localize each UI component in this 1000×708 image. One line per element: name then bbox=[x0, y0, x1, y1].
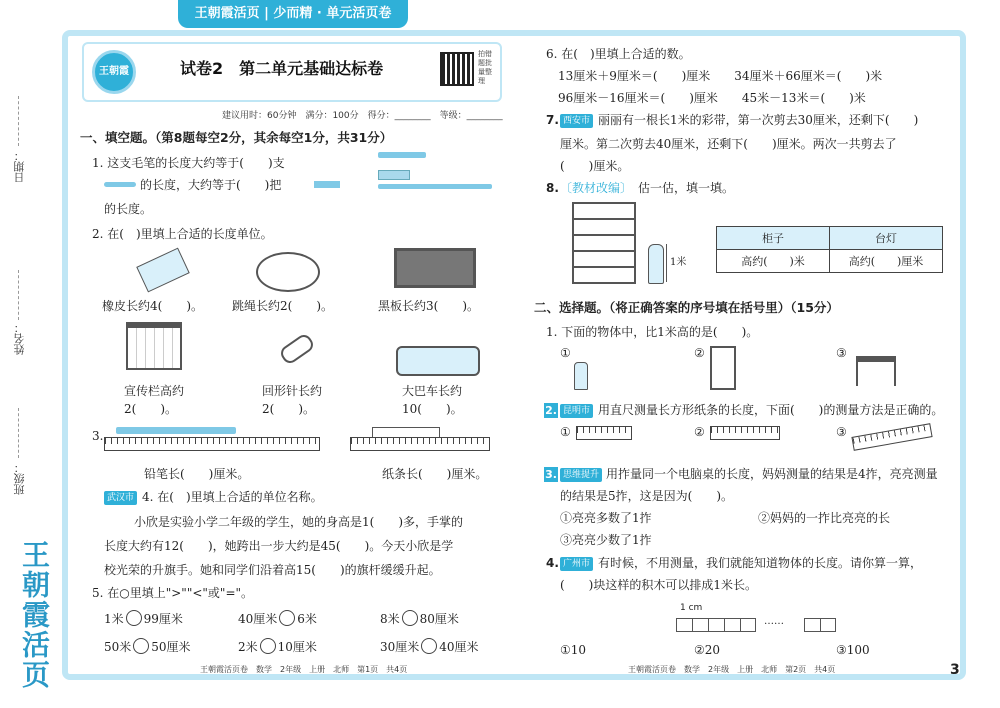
q8-scale-label: 1米 bbox=[670, 257, 687, 268]
cabinet-icon bbox=[572, 202, 636, 284]
q7-line3: ( )厘米。 bbox=[560, 159, 630, 173]
q2-item-clip-blank[interactable]: 2( )。 bbox=[262, 402, 315, 416]
name-dash bbox=[18, 270, 19, 320]
q8-num: 8. bbox=[546, 181, 559, 195]
s2-opt2[interactable]: ② bbox=[694, 425, 705, 439]
q5-r1c3: 8米 80厘米 bbox=[380, 612, 459, 626]
ruler-picture bbox=[378, 170, 410, 180]
q4-line2: 长度大约有12( )，她跨出一步大约是45( )。今天小欣是学 bbox=[104, 539, 454, 553]
q7-line1: 丽丽有一根长1米的彩带，第一次剪去30厘米，还剩下( ) bbox=[598, 113, 919, 127]
jump-rope-icon bbox=[256, 252, 320, 292]
s3-line2: 的结果是5拃，这是因为( )。 bbox=[560, 489, 733, 503]
s4-line1: 有时候，不用测量，我们就能知道物体的长度。请你算一算， bbox=[598, 556, 923, 570]
class-label: 班级： bbox=[13, 462, 26, 495]
q7-line2: 厘米。第二次剪去40厘米，还剩下( )厘米。两次一共剪去了 bbox=[560, 137, 897, 151]
logo-badge: 王朝霞 bbox=[92, 50, 136, 94]
qr-code-icon[interactable] bbox=[440, 52, 474, 86]
s2-ruler2 bbox=[710, 426, 780, 440]
pencil-icon bbox=[116, 427, 236, 434]
date-dash bbox=[18, 96, 19, 146]
estimate-table bbox=[716, 226, 943, 273]
s3-opt1[interactable]: ①亮亮多数了1拃 bbox=[560, 511, 652, 525]
q4-line1: 小欣是实验小学二年级的学生，她的身高是1( )多，手掌的 bbox=[134, 515, 464, 529]
s4-opt2[interactable]: ②20 bbox=[694, 643, 721, 657]
bottle-icon bbox=[574, 362, 588, 390]
name-label: 姓名： bbox=[13, 322, 26, 355]
q5-r2c2: 2米 10厘米 bbox=[238, 640, 317, 654]
q2-item-clip: 回形针长约 bbox=[262, 384, 323, 398]
page-number: 3 bbox=[950, 662, 960, 678]
compare-circle[interactable] bbox=[279, 610, 295, 626]
q3-pencil: 铅笔长( )厘米。 bbox=[144, 467, 250, 481]
class-dash bbox=[18, 408, 19, 458]
door-icon bbox=[710, 346, 736, 390]
s4-ellipsis: …… bbox=[764, 616, 784, 627]
q6-line1: 13厘米＋9厘米＝( )厘米 34厘米＋66厘米＝( )米 bbox=[558, 69, 883, 83]
q4-line3: 校光荣的升旗手。她和同学们沿着高15( )的旗杆缓缓升起。 bbox=[104, 563, 441, 577]
compare-circle[interactable] bbox=[260, 638, 276, 654]
s1-opt1[interactable]: ① bbox=[560, 346, 571, 360]
q2-text: 2. 在( )里填上合适的长度单位。 bbox=[92, 227, 273, 241]
footer-left: 王朝霞活页卷 数学 2年级 上册 北师 第1页 共4页 bbox=[200, 665, 408, 674]
q7-tag-xian: 西安市 bbox=[560, 114, 593, 128]
pen-picture bbox=[378, 152, 426, 158]
s2-opt3[interactable]: ③ bbox=[836, 425, 847, 439]
s2-ruler1 bbox=[576, 426, 632, 440]
q7-num: 7. bbox=[546, 113, 559, 127]
s3-tag: 思维提升 bbox=[560, 468, 602, 482]
qr-caption: 拍错题批量整理 bbox=[478, 50, 492, 85]
s1-text: 1. 下面的物体中，比1米高的是( )。 bbox=[546, 325, 759, 339]
q1-line3: 的长度。 bbox=[104, 202, 153, 216]
ruler-small-icon bbox=[314, 181, 340, 188]
table-header-lamp: 台灯 bbox=[830, 227, 943, 250]
s4-opt3[interactable]: ③100 bbox=[836, 643, 870, 657]
brush-picture bbox=[378, 184, 492, 189]
q3-num: 3. bbox=[92, 429, 104, 443]
q8-tag: 〔教材改编〕 bbox=[560, 181, 633, 195]
ruler-left bbox=[104, 437, 320, 451]
s2-tag-kunming: 昆明市 bbox=[560, 404, 593, 418]
q6-line2: 96厘米－16厘米＝( )厘米 45米－13米＝( )米 bbox=[558, 91, 866, 105]
q8-text: 估一估，填一填。 bbox=[638, 181, 735, 195]
s3-opt3[interactable]: ③亮亮少数了1拃 bbox=[560, 533, 652, 547]
s4-opt1[interactable]: ①10 bbox=[560, 643, 587, 657]
blackboard-icon bbox=[394, 248, 476, 288]
girl-icon bbox=[648, 244, 664, 284]
top-banner: 王朝霞活页 | 少而精 · 单元活页卷 bbox=[178, 0, 408, 28]
q5-text: 5. 在○里填上">""<"或"="。 bbox=[92, 586, 254, 600]
bus-icon bbox=[396, 346, 480, 376]
footer-right: 王朝霞活页卷 数学 2年级 上册 北师 第2页 共4页 bbox=[628, 665, 836, 674]
q2-item-bus: 大巴车长约 bbox=[402, 384, 463, 398]
s4-tag-guangzhou: 广州市 bbox=[560, 557, 593, 571]
compare-circle[interactable] bbox=[402, 610, 418, 626]
s2-opt1[interactable]: ① bbox=[560, 425, 571, 439]
exam-meta: 建议用时：60分钟 满分：100分 得分：________ 等级：________ bbox=[222, 111, 503, 121]
compare-circle[interactable] bbox=[133, 638, 149, 654]
s2-num: 2. bbox=[545, 404, 557, 417]
pen-icon bbox=[104, 182, 136, 187]
q1-line1: 1. 这支毛笔的长度大约等于( )支 bbox=[92, 156, 285, 170]
s4-line2: ( )块这样的积木可以排成1米长。 bbox=[560, 578, 757, 592]
section1-heading: 一、填空题。（第8题每空2分，其余每空1分，共31分） bbox=[80, 130, 393, 145]
exam-header bbox=[82, 42, 502, 102]
exam-title: 试卷2 第二单元基础达标卷 bbox=[180, 59, 384, 78]
s2-text: 用直尺测量长方形纸条的长度，下面( )的测量方法是正确的。 bbox=[598, 403, 944, 417]
compare-circle[interactable] bbox=[421, 638, 437, 654]
table-header-cabinet: 柜子 bbox=[717, 227, 830, 250]
q6-text: 6. 在( )里填上合适的数。 bbox=[546, 47, 691, 61]
q3-paper: 纸条长( )厘米。 bbox=[382, 467, 488, 481]
blocks-left-icon bbox=[676, 618, 756, 632]
q4-text: 4. 在( )里填上合适的单位名称。 bbox=[142, 490, 323, 504]
q2-item-bulletin: 宣传栏高约 bbox=[124, 384, 185, 398]
q5-r1c2: 40厘米 6米 bbox=[238, 612, 317, 626]
q5-r2c1: 50米 50厘米 bbox=[104, 640, 191, 654]
stool-icon bbox=[856, 356, 896, 386]
s3-num: 3. bbox=[545, 468, 557, 481]
q2-item-board: 黑板长约3( )。 bbox=[378, 299, 479, 313]
q5-r2c3: 30厘米 40厘米 bbox=[380, 640, 479, 654]
q5-r1c1: 1米 99厘米 bbox=[104, 612, 183, 626]
s4-cm-label: 1 cm bbox=[680, 603, 703, 613]
q2-item-eraser: 橡皮长约4( )。 bbox=[102, 299, 203, 313]
compare-circle[interactable] bbox=[126, 610, 142, 626]
left-sidebar bbox=[0, 0, 56, 708]
section2-heading: 二、选择题。（将正确答案的序号填在括号里）（15分） bbox=[534, 300, 839, 315]
s1-opt2[interactable]: ② bbox=[694, 346, 705, 360]
scale-line bbox=[666, 244, 667, 282]
s1-opt3[interactable]: ③ bbox=[836, 346, 847, 360]
s4-num: 4. bbox=[546, 556, 559, 570]
q2-item-rope: 跳绳长约2( )。 bbox=[232, 299, 333, 313]
ruler-right bbox=[350, 437, 490, 451]
date-label: 日期： bbox=[13, 150, 26, 183]
q2-item-bus-blank[interactable]: 10( )。 bbox=[402, 402, 463, 416]
s3-opt2[interactable]: ②妈妈的一拃比亮亮的长 bbox=[758, 511, 891, 525]
q1-line2: 的长度，大约等于( )把 bbox=[140, 178, 282, 192]
blocks-right-icon bbox=[804, 618, 836, 632]
q2-item-bulletin-blank[interactable]: 2( )。 bbox=[124, 402, 177, 416]
q4-tag-wuhan: 武汉市 bbox=[104, 491, 137, 505]
table-cell-lamp[interactable]: 高约( )厘米 bbox=[830, 250, 943, 273]
bulletin-board-icon bbox=[126, 322, 182, 370]
s3-line1: 用拃量同一个电脑桌的长度，妈妈测量的结果是4拃，亮亮测量 bbox=[606, 467, 938, 481]
table-cell-cabinet[interactable]: 高约( )米 bbox=[717, 250, 830, 273]
brand-logo: 王朝霞活页 bbox=[18, 540, 51, 690]
